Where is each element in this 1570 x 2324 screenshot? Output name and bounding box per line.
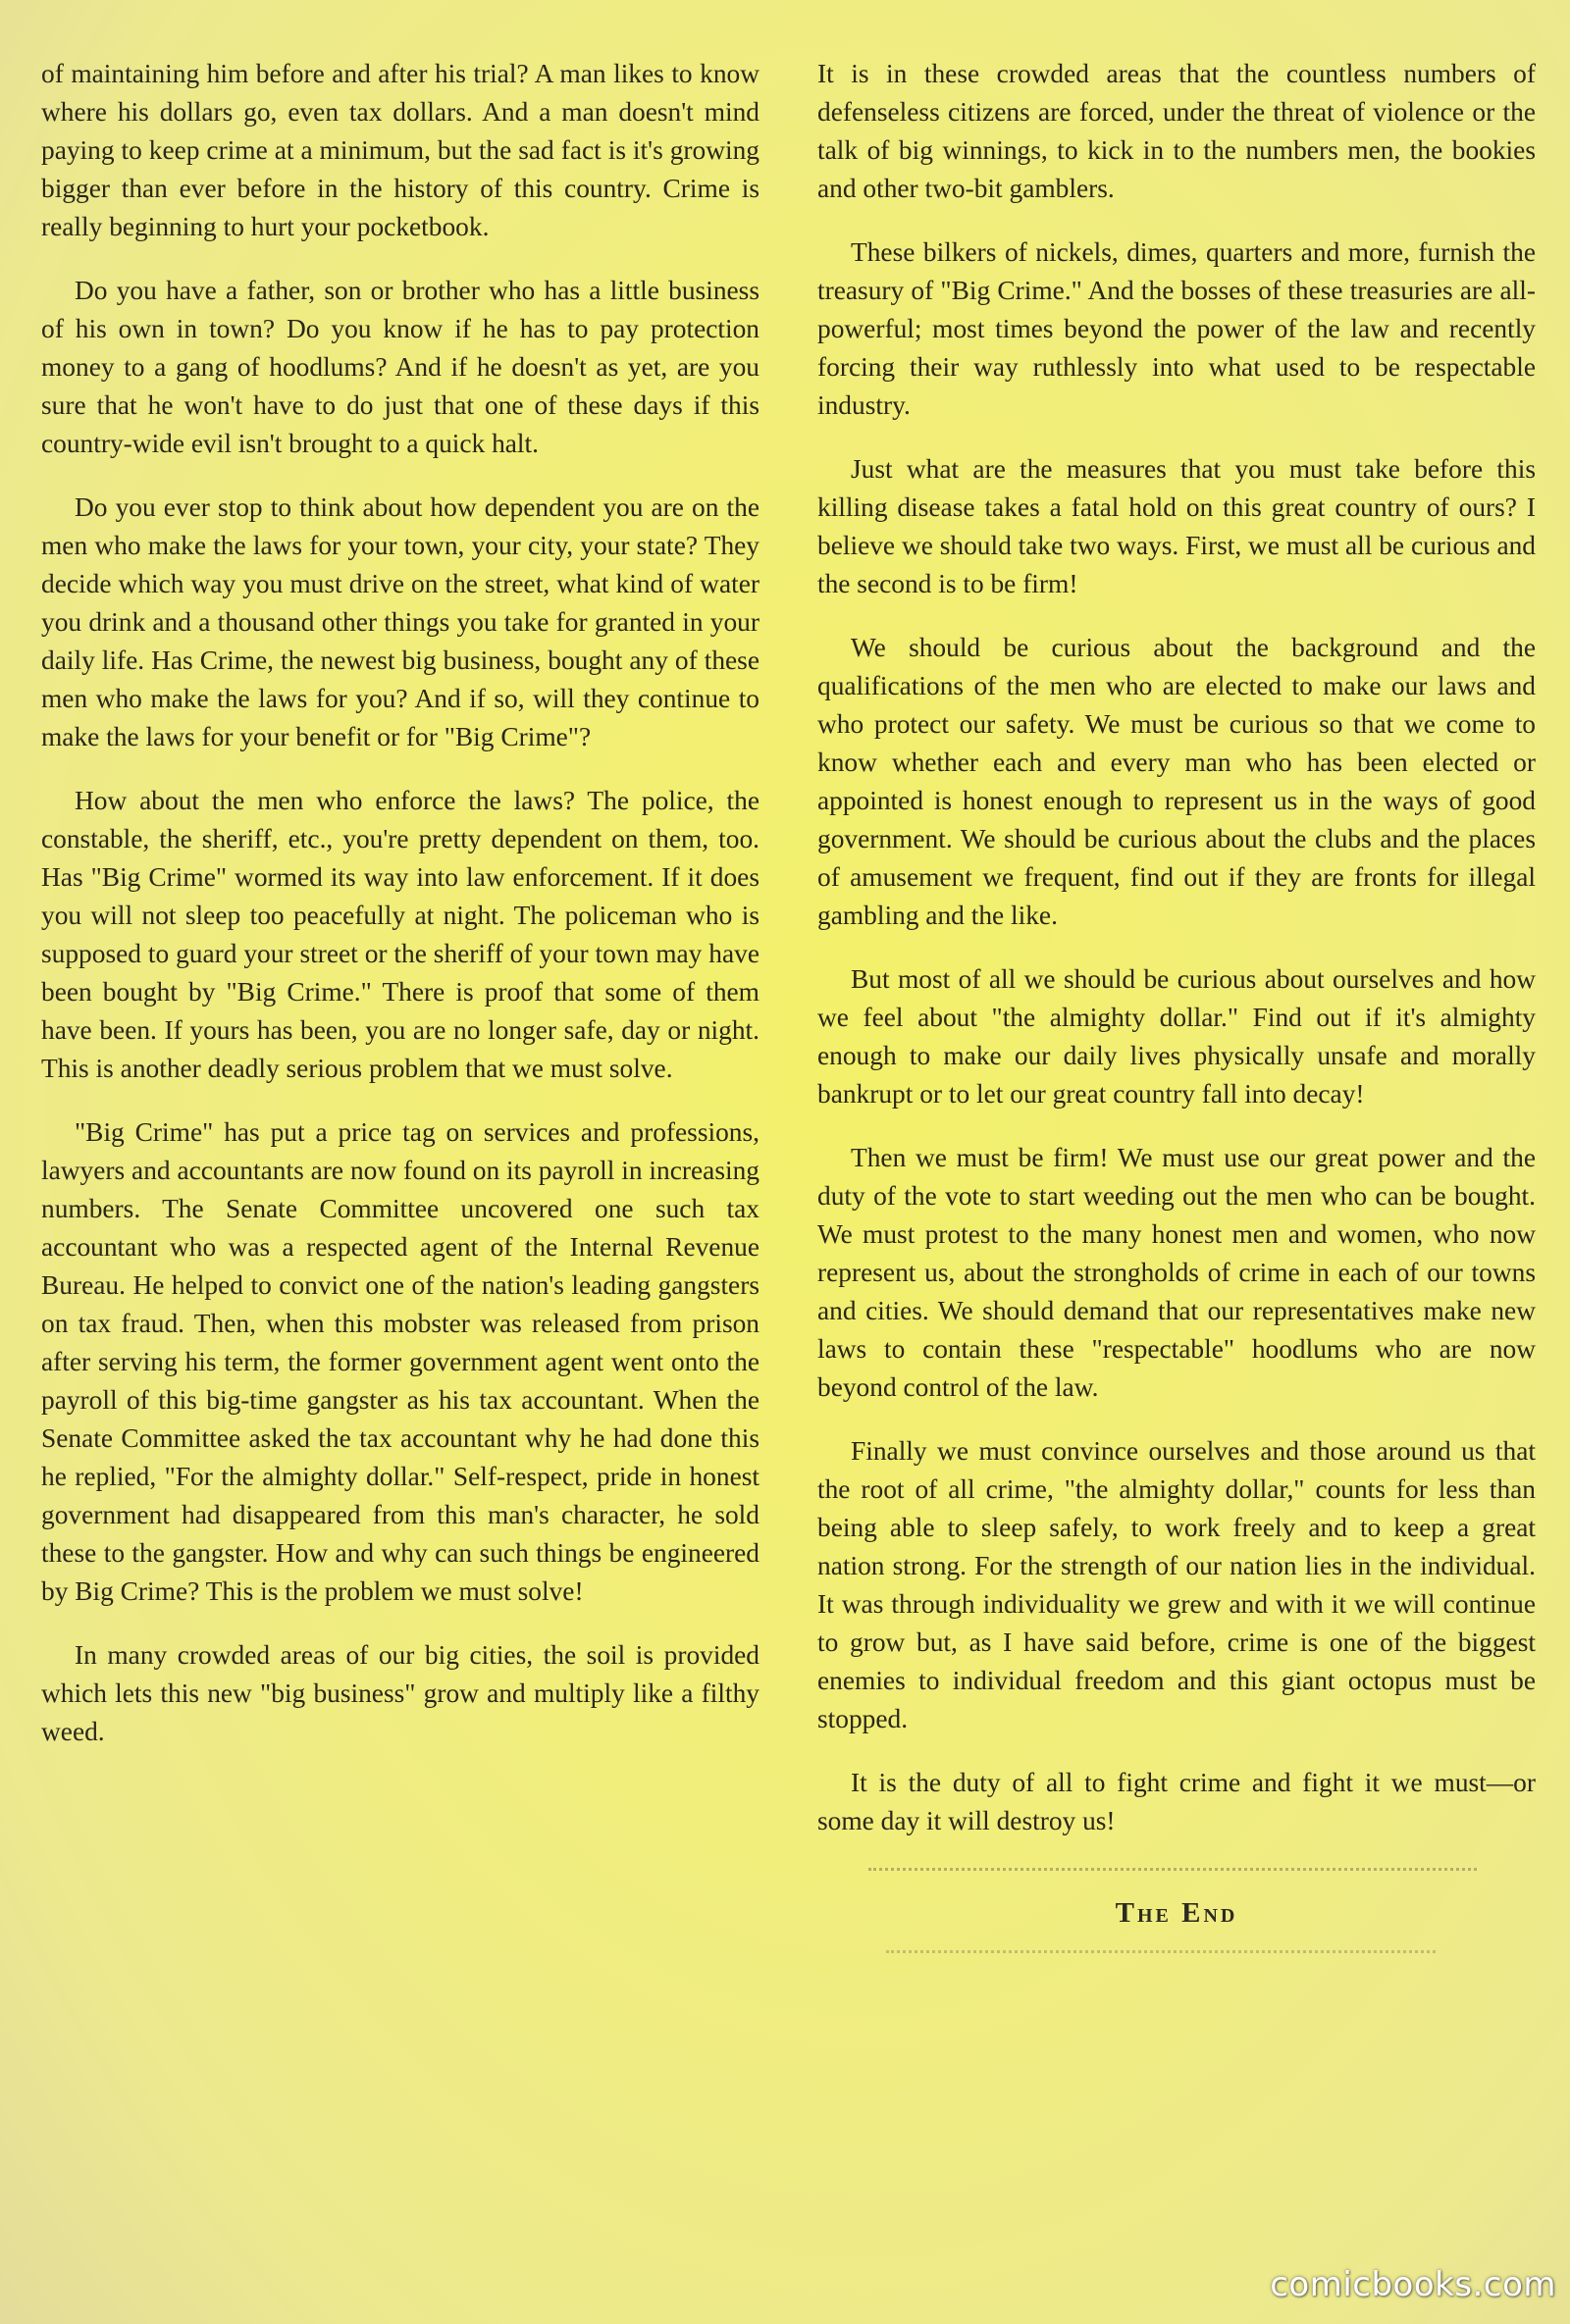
paragraph: Then we must be firm! We must use our great power and the duty of the vote to start weeding out the men who can be bought. We must protest to the many honest men and women, who now represent us, about the strongholds of crime in each of our towns and cities. We should demand that our representatives make new laws to contain these "respectable" hoodlums who are now beyond control of the law.	[817, 1143, 1536, 1402]
paragraph: of maintaining him before and after his trial? A man likes to know where his dollars go, even tax dollars. And a man doesn't mind paying to keep crime at a minimum, but the sad fact is it's growing bigger than ever before in the history of this country. Crime is really beginning to hurt your pocketbook.	[41, 59, 759, 241]
paragraph: In many crowded areas of our big cities, the soil is provided which lets this new "big business" grow and multiply like a filthy weed.	[41, 1640, 759, 1746]
paragraph: How about the men who enforce the laws? The police, the constable, the sheriff, etc., you're pretty dependent on them, too. Has "Big Crime" wormed its way into law enforcement. If it does you will not sleep too peacefully at night. The policeman who is supposed to guard your street or the sheriff of your town may have been bought by "Big Crime." There is proof that some of them have been. If yours has been, you are no longer safe, day or night. This is another deadly serious problem that we must solve.	[41, 786, 759, 1083]
dotted-divider	[868, 1854, 1477, 1871]
dotted-divider-bottom	[886, 1940, 1436, 1953]
paragraph: It is in these crowded areas that the countless numbers of defenseless citizens are forced, under the threat of violence or the talk of big winnings, to kick in to the numbers men, the bookies and other two-bit gamblers.	[817, 59, 1536, 203]
paragraph: But most of all we should be curious about ourselves and how we feel about "the almighty dollar." Find out if it's almighty enough to make our daily lives physically unsafe and morally bankrupt or to let our great country fall into decay!	[817, 964, 1536, 1109]
site-watermark: comicbooks.com	[1270, 2265, 1556, 2304]
paragraph: Finally we must convince ourselves and those around us that the root of all crime, "the almighty dollar," counts for less than being able to sleep safely, to work freely and to keep a great nation strong. For the strength of our nation lies in the individual. It was through individuality we grew and with it we will continue to grow but, as I have said before, crime is one of the biggest enemies to individual freedom and this giant octopus must be stopped.	[817, 1436, 1536, 1733]
paragraph: Just what are the measures that you must take before this killing disease takes a fatal hold on this great country of ours? I believe we should take two ways. First, we must all be curious and the second is to be firm!	[817, 454, 1536, 598]
paragraph: "Big Crime" has put a price tag on services and professions, lawyers and accountants are now found on its payroll in increasing numbers. The Senate Committee uncovered one such tax accountant who was a respected agent of the Internal Revenue Bureau. He helped to convict one of the nation's leading gangsters on tax fraud. Then, when this mobster was released from prison after serving his term, the former government agent went onto the payroll of this big-time gangster as his tax accountant. When the Senate Committee asked the tax accountant why he had done this he replied, "For the almighty dollar." Self-respect, pride in honest government had disappeared from this man's character, he sold these to the gangster. How and why can such things be engineered by Big Crime? This is the problem we must solve!	[41, 1117, 759, 1606]
left-column	[41, 55, 759, 1751]
paragraph: We should be curious about the background and the qualifications of the men who are elected to make our laws and who protect our safety. We must be curious so that we come to know whether each and every man who has been elected or appointed is honest enough to represent us in the ways of good government. We should be curious about the clubs and the places of amusement we frequent, find out if they are fronts for illegal gambling and the like.	[817, 633, 1536, 930]
right-column	[817, 55, 1536, 1953]
paragraph: Do you ever stop to think about how dependent you are on the men who make the laws for your town, your city, your state? They decide which way you must drive on the street, what kind of water you drink and a thousand other things you take for granted in your daily life. Has Crime, the newest big business, bought any of these men who make the laws for you? And if so, will they continue to make the laws for your benefit or for "Big Crime"?	[41, 492, 759, 751]
paragraph: Do you have a father, son or brother who has a little business of his own in town? Do you know if he has to pay protection money to a gang of hoodlums? And if he doesn't as yet, are you sure that he won't have to do just that one of these days if this country-wide evil isn't brought to a quick halt.	[41, 276, 759, 458]
the-end-label: The End	[1115, 1897, 1238, 1929]
closing-paragraph: It is the duty of all to fight crime and fight it we must—or some day it will destroy us!	[817, 1768, 1536, 1835]
paragraph: These bilkers of nickels, dimes, quarters and more, furnish the treasury of "Big Crime." And the bosses of these treasuries are all-powerful; most times beyond the power of the law and recently forcing their way ruthlessly into what used to be respectable industry.	[817, 237, 1536, 420]
